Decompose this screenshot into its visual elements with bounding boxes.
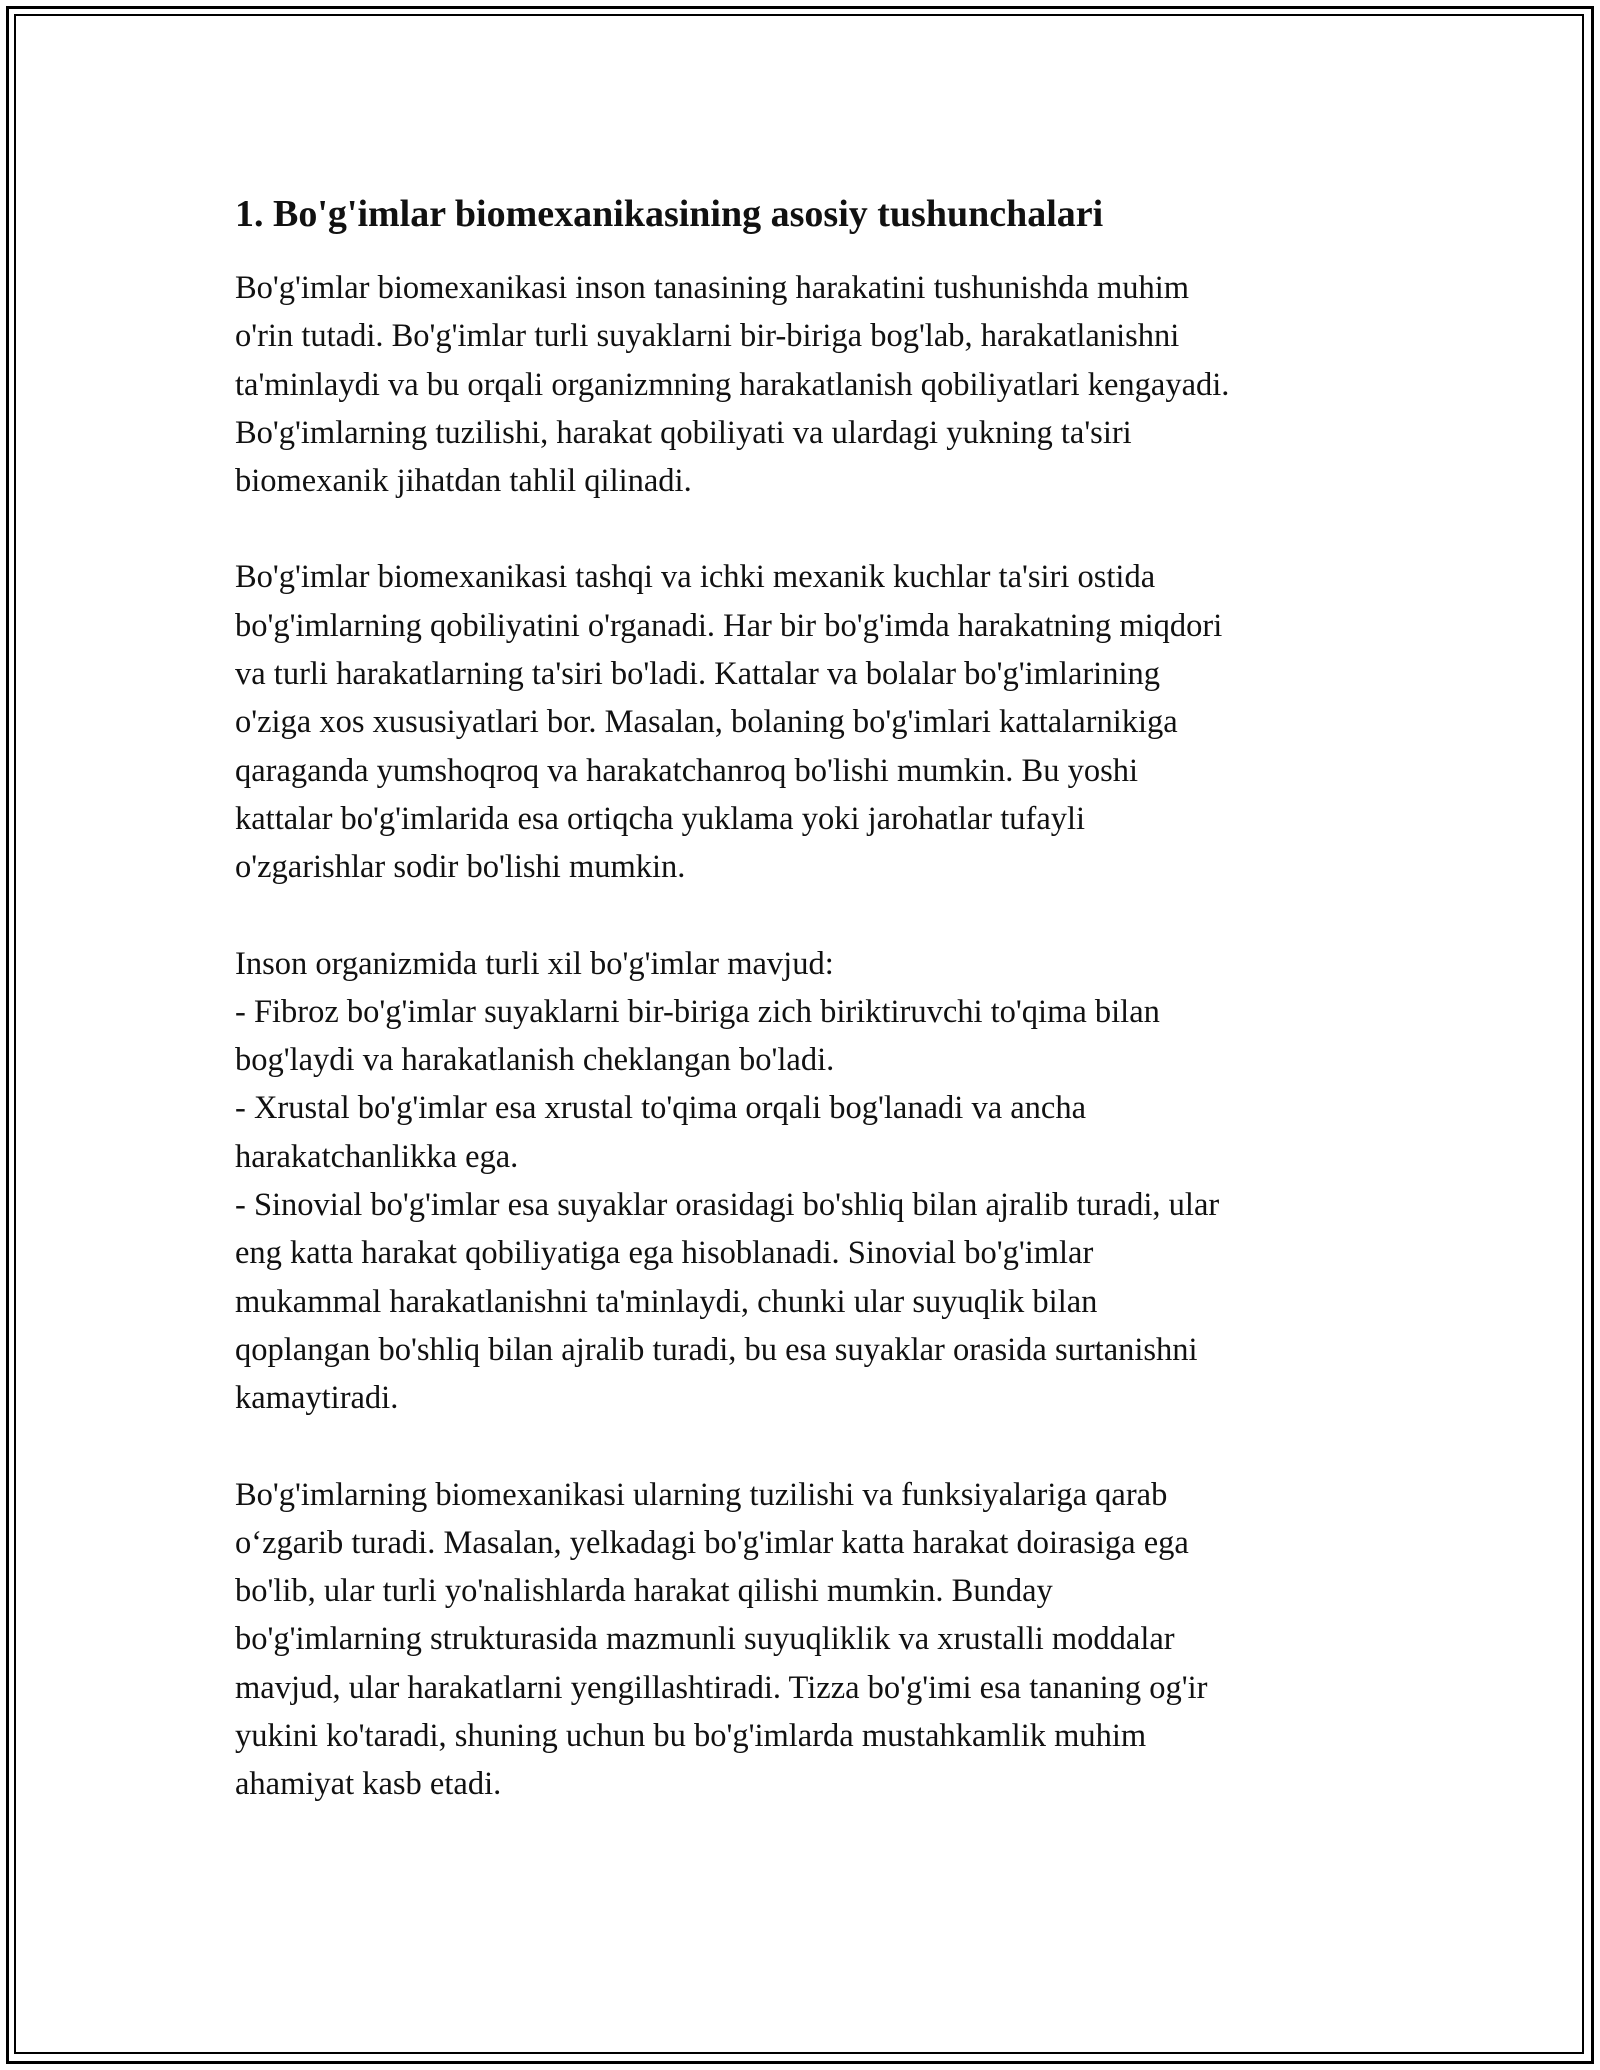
paragraph-line: kamaytiradi. bbox=[235, 1380, 399, 1417]
paragraph-line: - Fibroz bo'g'imlar suyaklarni bir-biriga zich biriktiruvchi to'qima bilan bbox=[235, 993, 1160, 1030]
paragraph-line: bo'lib, ular turli yo'nalishlarda harakat qilishi mumkin. Bunday bbox=[235, 1573, 1053, 1610]
paragraph-list bbox=[235, 264, 1375, 1809]
paragraph-line: Bo'g'imlar biomexanikasi inson tanasining harakatini tushunishda muhim bbox=[235, 270, 1190, 306]
paragraph bbox=[235, 1471, 1375, 1809]
paragraph-line: - Sinovial bo'g'imlar esa suyaklar orasidagi bo'shliq bilan ajralib turadi, ular bbox=[235, 1187, 1220, 1224]
paragraph-line: o‘zgarib turadi. Masalan, yelkadagi bo'g'imlar katta harakat doirasiga ega bbox=[235, 1524, 1189, 1561]
paragraph-line: bo'g'imlarning qobiliyatini o'rganadi. Har bir bo'g'imda harakatning miqdori bbox=[235, 607, 1223, 644]
paragraph bbox=[235, 553, 1375, 891]
paragraph bbox=[235, 264, 1375, 505]
paragraph-line: o'ziga xos xususiyatlari bor. Masalan, bolaning bo'g'imlari kattalarnikiga bbox=[235, 704, 1178, 741]
paragraph-line: harakatchanlikka ega. bbox=[235, 1138, 519, 1175]
paragraph-line: Inson organizmida turli xil bo'g'imlar mavjud: bbox=[235, 945, 834, 982]
paragraph-line: Bo'g'imlarning tuzilishi, harakat qobiliyati va ulardagi yukning ta'siri bbox=[235, 414, 1132, 451]
paragraph-line: va turli harakatlarning ta'siri bo'ladi. Kattalar va bolalar bo'g'imlarining bbox=[235, 656, 1160, 693]
paragraph-line: mavjud, ular harakatlarni yengillashtiradi. Tizza bo'g'imi esa tananing og'ir bbox=[235, 1669, 1208, 1706]
paragraph-line: kattalar bo'g'imlarida esa ortiqcha yuklama yoki jarohatlar tufayli bbox=[235, 800, 1086, 837]
paragraph-line: ahamiyat kasb etadi. bbox=[235, 1766, 502, 1803]
paragraph-line: eng katta harakat qobiliyatiga ega hisoblanadi. Sinovial bo'g'imlar bbox=[235, 1235, 1094, 1272]
paragraph bbox=[235, 940, 1375, 1423]
paragraph-line: bog'laydi va harakatlanish cheklangan bo'ladi. bbox=[235, 1042, 835, 1079]
document-body bbox=[235, 186, 1375, 1857]
paragraph-line: o'rin tutadi. Bo'g'imlar turli suyaklarni bir-biriga bog'lab, harakatlanishni bbox=[235, 318, 1180, 355]
document-title: 1. Bo'g'imlar biomexanikasining asosiy tushunchalari bbox=[235, 193, 1104, 235]
paragraph-line: yukini ko'taradi, shuning uchun bu bo'g'imlarda mustahkamlik muhim bbox=[235, 1718, 1147, 1755]
paragraph-line: Bo'g'imlarning biomexanikasi ularning tuzilishi va funksiyalariga qarab bbox=[235, 1476, 1168, 1513]
paragraph-line: o'zgarishlar sodir bo'lishi mumkin. bbox=[235, 849, 686, 886]
paragraph-line: mukammal harakatlanishni ta'minlaydi, chunki ular suyuqlik bilan bbox=[235, 1283, 1098, 1320]
paragraph-line: qaraganda yumshoqroq va harakatchanroq bo'lishi mumkin. Bu yoshi bbox=[235, 752, 1139, 789]
paragraph-line: ta'minlaydi va bu orqali organizmning harakatlanish qobiliyatlari kengayadi. bbox=[235, 366, 1230, 403]
paragraph-line: biomexanik jihatdan tahlil qilinadi. bbox=[235, 463, 692, 500]
paragraph-line: Bo'g'imlar biomexanikasi tashqi va ichki mexanik kuchlar ta'siri ostida bbox=[235, 559, 1156, 596]
paragraph-line: - Xrustal bo'g'imlar esa xrustal to'qima orqali bog'lanadi va ancha bbox=[235, 1090, 1087, 1127]
paragraph-line: qoplangan bo'shliq bilan ajralib turadi, bu esa suyaklar orasida surtanishni bbox=[235, 1331, 1198, 1368]
paragraph-line: bo'g'imlarning strukturasida mazmunli suyuqliklik va xrustalli moddalar bbox=[235, 1621, 1175, 1658]
